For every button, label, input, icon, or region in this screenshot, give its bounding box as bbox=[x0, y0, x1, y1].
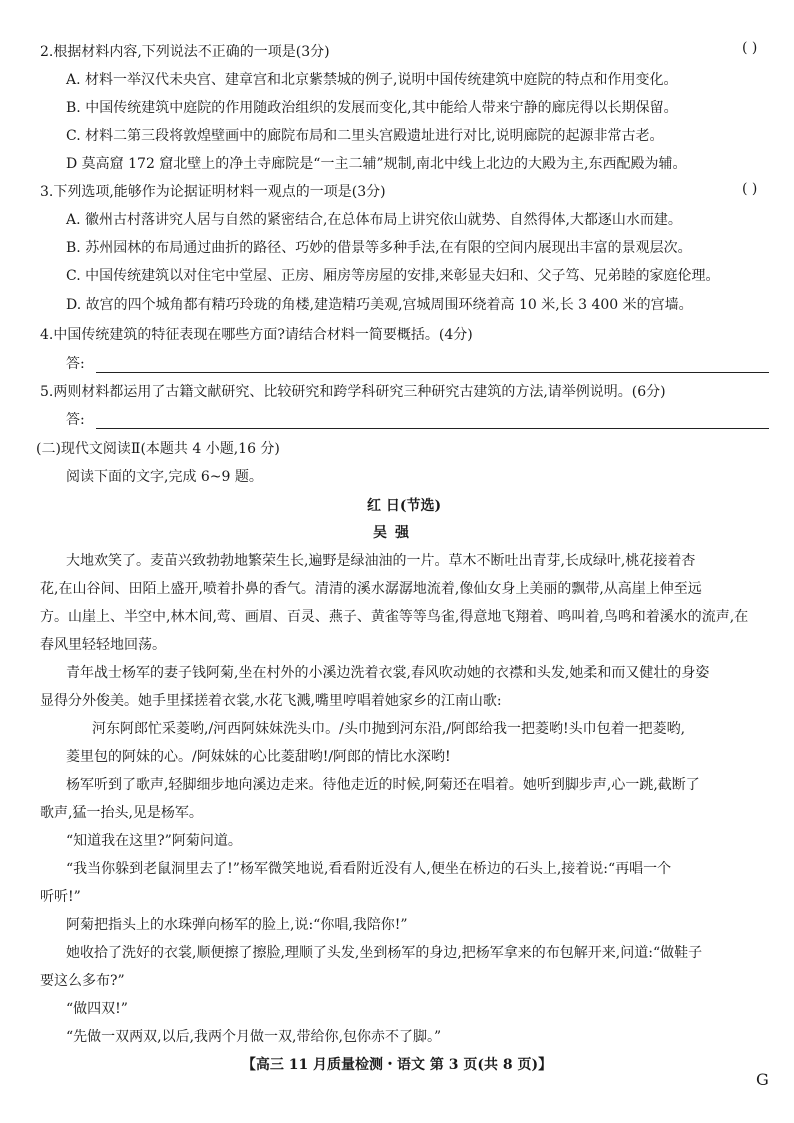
passage-line: “先做一双两双,以后,我两个月做一双,带给你,包你赤不了脚。” bbox=[66, 1029, 442, 1045]
song-line: 河东阿郎忙采菱哟,/河西阿妹妹洗头巾。/头巾抛到河东沿,/阿郎给我一把菱哟!头巾包着一把菱哟, bbox=[92, 721, 686, 737]
q3-option-d: D. 故宫的四个城角都有精巧玲珑的角楼,建造精巧美观,宫城周围环绕着高 10 米,长 3 400 米的宫墙。 bbox=[66, 297, 693, 313]
passage-line: “做四双!” bbox=[66, 1001, 128, 1017]
passage-line: 方。山崖上、半空中,林木间,莺、画眉、百灵、燕子、黄雀等等鸟雀,得意地飞翔着、鸣叫着,鸟鸣和着溪水的流声,在 bbox=[40, 609, 749, 625]
q2-option-a: A. 材料一举汉代未央宫、建章宫和北京紫禁城的例子,说明中国传统建筑中庭院的特点和作用变化。 bbox=[66, 72, 678, 88]
passage-line: 要这么多布?” bbox=[40, 973, 125, 989]
q2-option-c: C. 材料二第三段将敦煌壁画中的廊院布局和二里头宫殿遗址进行对比,说明廊院的起源非常古老。 bbox=[66, 128, 664, 144]
q2-option-b: B. 中国传统建筑中庭院的作用随政治组织的发展而变化,其中能给人带来宁静的廊庑得以长期保留。 bbox=[66, 100, 678, 116]
section-instruction: 阅读下面的文字,完成 6~9 题。 bbox=[66, 469, 263, 485]
passage-line: 她收拾了洗好的衣裳,顺便擦了擦脸,理顺了头发,坐到杨军的身边,把杨军拿来的布包解开来,问道:“做鞋子 bbox=[66, 945, 703, 961]
passage-line: “我当你躲到老鼠洞里去了!”杨军微笑地说,看看附近没有人,便坐在桥边的石头上,接着说:“再唱一个 bbox=[66, 861, 672, 877]
q5-answer-line[interactable] bbox=[96, 428, 769, 429]
song-line: 菱里包的阿妹的心。/阿妹妹的心比菱甜哟!/阿郎的情比水深哟! bbox=[66, 749, 451, 765]
passage-line: 歌声,猛一抬头,见是杨军。 bbox=[40, 805, 203, 821]
q4-answer-line[interactable] bbox=[96, 372, 769, 373]
passage-line: 大地欢笑了。麦苗兴致勃勃地繁荣生长,遍野是绿油油的一片。草木不断吐出青芽,长成绿叶,桃花接着杏 bbox=[66, 553, 696, 569]
q5-stem: 5.两则材料都运用了古籍文献研究、比较研究和跨学科研究三种研究古建筑的方法,请举例说明。(6分) bbox=[40, 384, 666, 400]
q3-answer-paren: ( ) bbox=[742, 181, 758, 197]
corner-mark: G bbox=[756, 1070, 769, 1089]
passage-line: 杨军听到了歌声,轻脚细步地向溪边走来。待他走近的时候,阿菊还在唱着。她听到脚步声,心一跳,截断了 bbox=[66, 777, 700, 793]
q2-option-d: D 莫高窟 172 窟北壁上的净土寺廊院是“一主二辅”规制,南北中线上北边的大殿为主,东西配殿为辅。 bbox=[66, 156, 687, 172]
passage-line: 阿菊把指头上的水珠弹向杨军的脸上,说:“你唱,我陪你!” bbox=[66, 917, 408, 933]
page-footer: 【高三 11 月质量检测・语文 第 3 页(共 8 页)】 bbox=[241, 1057, 553, 1073]
passage-author: 吴强 bbox=[373, 525, 417, 541]
passage-line: 春风里轻轻地回荡。 bbox=[40, 637, 166, 653]
q2-answer-paren: ( ) bbox=[742, 40, 758, 56]
passage-line: 显得分外俊美。她手里揉搓着衣裳,水花飞溅,嘴里哼唱着她家乡的江南山歌: bbox=[40, 693, 502, 709]
passage-line: 花,在山谷间、田陌上盛开,喷着扑鼻的香气。清清的溪水潺潺地流着,像仙女身上美丽的飘带,从高崖上伸至远 bbox=[40, 581, 702, 597]
q3-option-b: B. 苏州园林的布局通过曲折的路径、巧妙的借景等多种手法,在有限的空间内展现出丰富的景观层次。 bbox=[66, 240, 692, 256]
q5-answer-label: 答: bbox=[66, 412, 85, 428]
passage-line: 听听!” bbox=[40, 889, 81, 905]
q3-stem: 3.下列选项,能够作为论据证明材料一观点的一项是(3分) bbox=[40, 184, 386, 200]
q3-option-a: A. 徽州古村落讲究人居与自然的紧密结合,在总体布局上讲究依山就势、自然得体,大都逐山水而建。 bbox=[66, 212, 682, 228]
section-heading: (二)现代文阅读Ⅱ(本题共 4 小题,16 分) bbox=[36, 441, 280, 457]
q4-answer-label: 答: bbox=[66, 356, 85, 372]
passage-title: 红 日(节选) bbox=[367, 498, 442, 514]
passage-line: “知道我在这里?”阿菊问道。 bbox=[66, 833, 242, 849]
q4-stem: 4.中国传统建筑的特征表现在哪些方面?请结合材料一简要概括。(4分) bbox=[40, 327, 473, 343]
passage-line: 青年战士杨军的妻子钱阿菊,坐在村外的小溪边洗着衣裳,春风吹动她的衣襟和头发,她柔和而又健壮的身姿 bbox=[66, 665, 710, 681]
q3-option-c: C. 中国传统建筑以对住宅中堂屋、正房、厢房等房屋的安排,来彰显夫妇和、父子笃、兄弟睦的家庭伦理。 bbox=[66, 268, 720, 284]
q2-stem: 2.根据材料内容,下列说法不正确的一项是(3分) bbox=[40, 44, 330, 60]
